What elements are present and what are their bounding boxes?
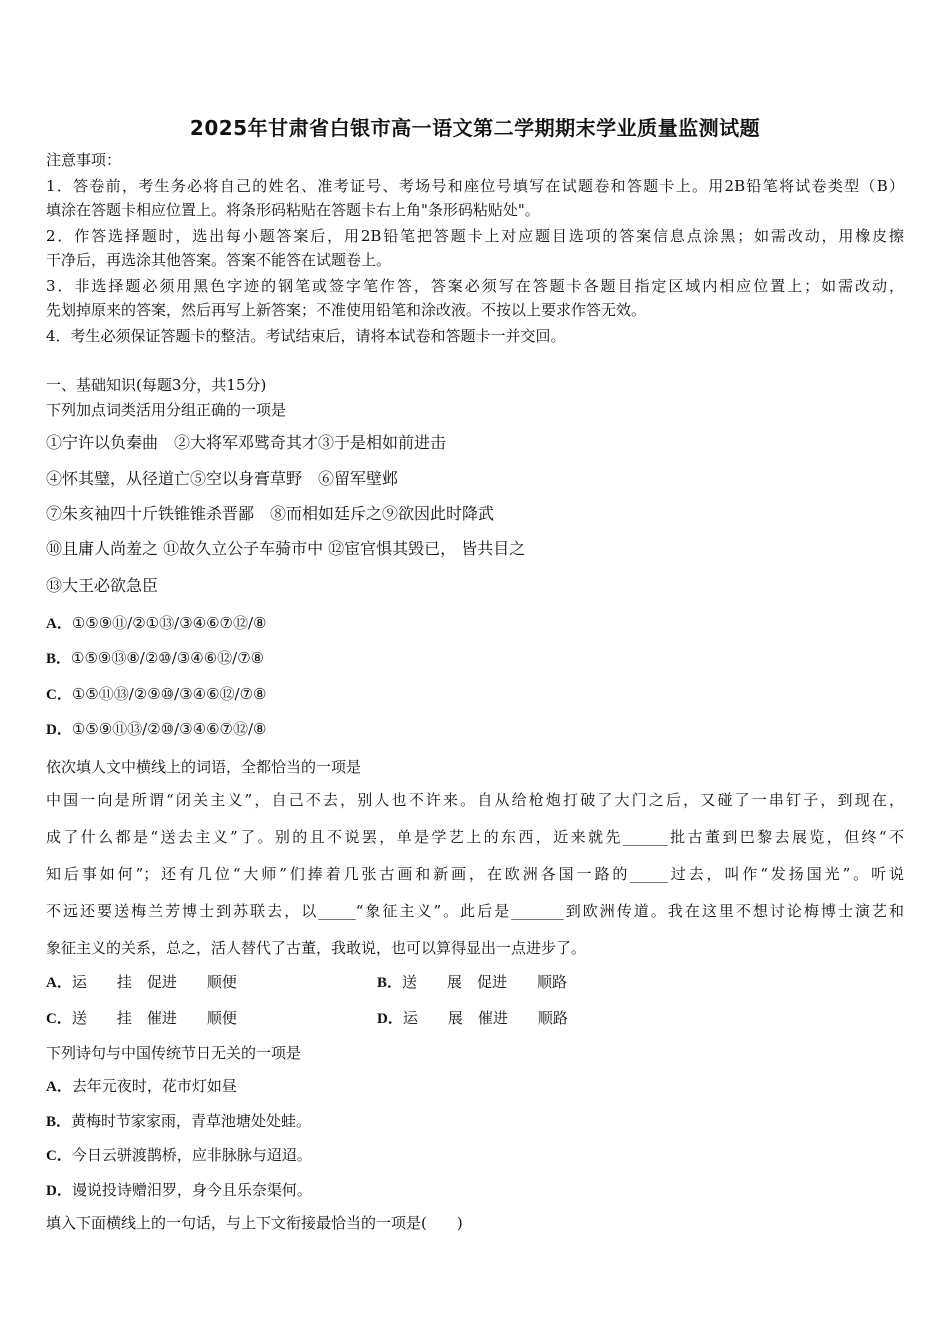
option xyxy=(377,972,567,993)
option-text: ①⑤⑨⑪⑬/②⑩/③④⑥⑦⑫/⑧ xyxy=(71,720,267,738)
passage-line: 知后事如何”；还有几位“大师”们捧着几张古画和新画，在欧洲各国一路的_____过去，叫作“发扬国光”。听说 xyxy=(46,865,904,883)
option xyxy=(46,1076,237,1097)
option xyxy=(46,648,264,669)
passage-line: 象征主义的关系，总之，活人替代了古董，我敢说，也可以算得显出一点进步了。 xyxy=(46,939,587,957)
option-text: 去年元夜时，花市灯如昼 xyxy=(71,1077,237,1095)
option-label: C． xyxy=(46,687,72,703)
option-label: A． xyxy=(46,975,72,991)
notes-line: 4．考生必须保证答题卡的整洁。考试结束后，请将本试卷和答题卡一并交回。 xyxy=(46,327,566,345)
option-label: D． xyxy=(377,1011,403,1027)
option-label: B． xyxy=(46,1114,72,1130)
option-label: B． xyxy=(377,975,403,991)
option-text: 送 展 促进 顺路 xyxy=(402,973,568,991)
question-stem: 下列诗句与中国传统节日无关的一项是 xyxy=(46,1044,302,1062)
option xyxy=(46,1180,312,1201)
option-label: D． xyxy=(46,1183,72,1199)
question-item: ①宁许以负秦曲 ②大将军邓骘奇其才③于是相如前进击 xyxy=(46,433,447,452)
option xyxy=(46,1111,311,1132)
notes-line: 干净后，再选涂其他答案。答案不能答在试题卷上。 xyxy=(46,251,392,269)
question-item: ⑩且庸人尚羞之 ⑪故久立公子车骑市中 ⑫宦官惧其毁已， 皆共目之 xyxy=(46,539,526,558)
question-item: ⑬大王必欲急臣 xyxy=(46,576,159,595)
page-title: 2025年甘肃省白银市高一语文第二学期期末学业质量监测试题 xyxy=(189,116,761,140)
question-stem: 依次填人文中横线上的词语，全都恰当的一项是 xyxy=(46,758,362,776)
option-label: C． xyxy=(46,1148,72,1164)
notes-line: 先划掉原来的答案，然后再写上新答案；不准使用铅笔和涂改液。不按以上要求作答无效。 xyxy=(46,301,647,319)
option xyxy=(377,1008,568,1029)
notes-line: 1．答卷前，考生务必将自己的姓名、准考证号、考场号和座位号填写在试题卷和答题卡上。用2B铅笔将试卷类型（B） xyxy=(46,177,904,195)
option xyxy=(46,684,266,705)
option-text: ①⑤⑨⑬⑧/②⑩/③④⑥⑫/⑦⑧ xyxy=(71,649,265,667)
option xyxy=(46,1145,312,1166)
option xyxy=(46,1008,237,1029)
option-label: C． xyxy=(46,1011,72,1027)
option-text: 谩说投诗赠汨罗，身今且乐奈渠何。 xyxy=(71,1181,312,1199)
passage-line: 不远还要送梅兰芳博士到苏联去，以_____“象征主义”。此后是_______到欧洲传道。我在这里不想讨论梅博士演艺和 xyxy=(46,902,904,920)
question-item: ④怀其璧，从径道亡⑤空以身膏草野 ⑥留军壁邺 xyxy=(46,469,399,488)
option-text: 黄梅时节家家雨，青草池塘处处蛙。 xyxy=(71,1112,312,1130)
option xyxy=(46,719,266,740)
notes-line: 3．非选择题必须用黑色字迹的钢笔或签字笔作答，答案必须写在答题卡各题目指定区域内相应位置上；如需改动， xyxy=(46,277,904,295)
notes-line: 2．作答选择题时，选出每小题答案后，用2B铅笔把答题卡上对应题目选项的答案信息点涂黑；如需改动，用橡皮擦 xyxy=(46,227,904,245)
question-item: ⑦朱亥袖四十斤铁锥锥杀晋鄙 ⑧而相如廷斥之⑨欲因此时降武 xyxy=(46,504,495,523)
option-label: A． xyxy=(46,1079,72,1095)
question-stem: 下列加点词类活用分组正确的一项是 xyxy=(46,401,287,419)
option-label: D． xyxy=(46,722,72,738)
question-stem: 填入下面横线上的一句话，与上下文衔接最恰当的一项是( ) xyxy=(46,1214,463,1232)
passage-line: 中国一向是所谓“闭关主义”，自己不去，别人也不许来。自从给枪炮打破了大门之后，又碰了一串钉子，到现在， xyxy=(46,791,904,809)
passage-line: 成了什么都是“送去主义”了。别的且不说罢，单是学艺上的东西，近来就先______批古董到巴黎去展览，但终“不 xyxy=(46,828,904,846)
section-heading: 一、基础知识(每题3分，共15分) xyxy=(46,376,267,394)
option-text: 送 挂 催进 顺便 xyxy=(71,1009,237,1027)
option-text: 今日云骈渡鹊桥，应非脉脉与迢迢。 xyxy=(71,1146,312,1164)
notes-line: 填涂在答题卡相应位置上。将条形码粘贴在答题卡右上角"条形码粘贴处"。 xyxy=(46,201,540,219)
option-text: ①⑤⑪⑬/②⑨⑩/③④⑥⑫/⑦⑧ xyxy=(71,685,267,703)
option-text: 运 展 催进 顺路 xyxy=(402,1009,568,1027)
option xyxy=(46,972,237,993)
option-label: A． xyxy=(46,616,72,632)
option xyxy=(46,613,266,634)
option-label: B． xyxy=(46,651,72,667)
notes-heading: 注意事项： xyxy=(46,151,122,169)
option-text: ①⑤⑨⑪/②①⑬/③④⑥⑦⑫/⑧ xyxy=(71,614,267,632)
option-text: 运 挂 促进 顺便 xyxy=(71,973,237,991)
